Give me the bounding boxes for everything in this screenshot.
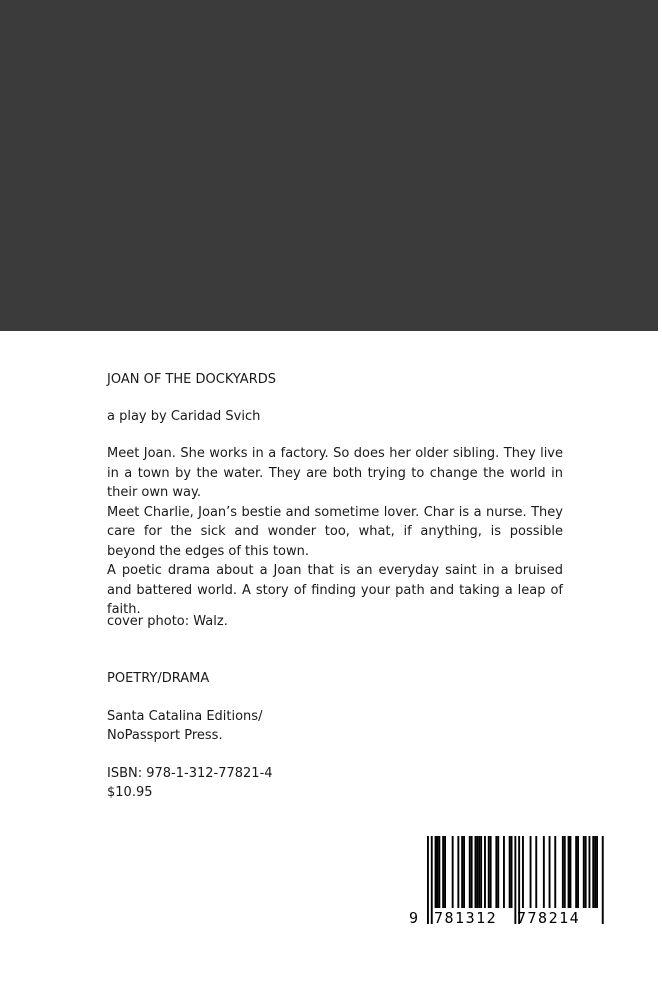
barcode-bar (495, 836, 497, 908)
author-byline: a play by Caridad Svich (107, 409, 261, 424)
barcode-bar (497, 836, 499, 908)
barcode-bar (562, 836, 564, 908)
barcode-bar (488, 836, 490, 908)
barcode-bar (503, 836, 505, 908)
barcode-bar (480, 836, 482, 908)
barcode-bar (568, 836, 570, 908)
barcode-bar (570, 836, 572, 908)
publisher-line: NoPassport Press. (107, 728, 223, 743)
barcode-bar (478, 836, 480, 908)
barcode-bar (435, 836, 437, 908)
barcode-bar (431, 836, 433, 924)
barcode-bar (437, 836, 439, 908)
cover-photo-area (0, 0, 658, 331)
isbn-text: ISBN: 978-1-312-77821-4 (107, 766, 273, 781)
barcode-bar (592, 836, 594, 908)
barcode-bar (543, 836, 545, 908)
isbn-barcode (405, 836, 605, 930)
book-blurb (107, 444, 563, 620)
barcode-bar (511, 836, 513, 908)
barcode-lead-digit: 9 (409, 909, 419, 927)
barcode-bar (549, 836, 551, 908)
barcode-left-digits: 781312 (434, 909, 498, 927)
barcode-bar (484, 836, 486, 908)
blurb-paragraph: Meet Joan. She works in a factory. So does her older sibling. They live in a town by the water. They are both trying to change the world in their own way. (107, 446, 563, 500)
barcode-bar (438, 836, 440, 908)
blurb-paragraph: A poetic drama about a Joan that is an everyday saint in a bruised and battered world. A story of finding your path and taking a leap of faith. (107, 563, 563, 617)
barcode-bar (594, 836, 596, 908)
barcode-bar (535, 836, 537, 908)
page-edge (658, 0, 662, 993)
barcode-bar (463, 836, 465, 908)
barcode-bar (490, 836, 492, 908)
barcode-bar (564, 836, 566, 908)
publisher-line: Santa Catalina Editions/ (107, 709, 263, 724)
barcode-bar (514, 836, 516, 924)
photo-credit: cover photo: Walz. (107, 614, 228, 629)
price-text: $10.95 (107, 785, 153, 800)
barcode-bar (444, 836, 446, 908)
barcode-bar (583, 836, 585, 908)
barcode-bar (452, 836, 454, 908)
barcode-bar (554, 836, 556, 908)
barcode-bar (469, 836, 471, 908)
barcode-bar (577, 836, 579, 908)
barcode-bar (530, 836, 532, 908)
barcode-bar (509, 836, 511, 908)
barcode-bar (596, 836, 598, 908)
barcode-bar (589, 836, 591, 908)
barcode-bar (475, 836, 477, 908)
barcode-bar (427, 836, 429, 924)
barcode-bar (602, 836, 604, 924)
blurb-paragraph: Meet Charlie, Joan’s bestie and sometime lover. Char is a nurse. They care for the sick and wonder too, what, if anything, is possible beyond the edges of this town. (107, 504, 563, 559)
barcode-right-digits: 778214 (517, 909, 581, 927)
barcode-bar (461, 836, 463, 908)
barcode-bar (575, 836, 577, 908)
barcode-bar (585, 836, 587, 908)
barcode-bar (457, 836, 459, 908)
book-title: JOAN OF THE DOCKYARDS (107, 372, 276, 387)
barcode-bar (471, 836, 473, 908)
barcode-bar (442, 836, 444, 908)
barcode-bar (476, 836, 478, 908)
barcode-bar (522, 836, 524, 908)
genre-label: POETRY/DRAMA (107, 671, 210, 686)
